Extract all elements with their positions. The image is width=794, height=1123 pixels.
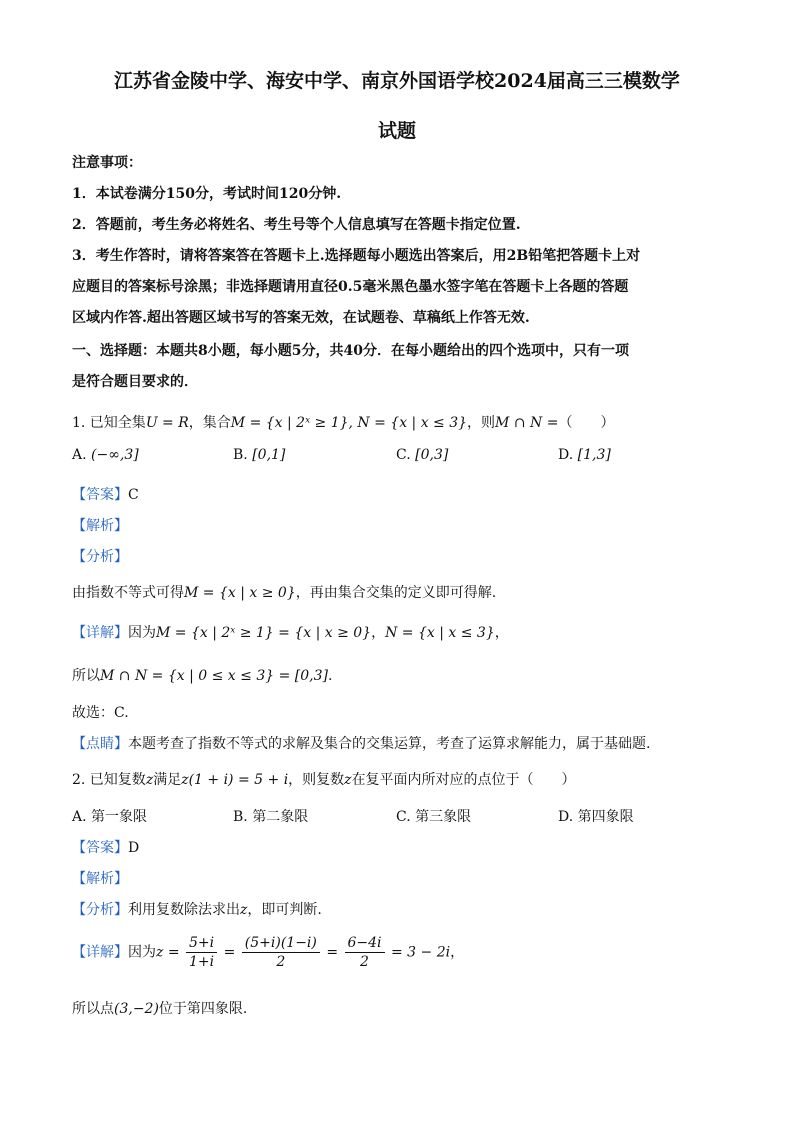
q1-option-c: C. [0,3] (396, 447, 449, 463)
fraction-2: $\frac{(5+i)(1-i)}{2}$ (242, 934, 320, 971)
q2-xiangjie: 【详解】因为z = $\frac{5+i}{1+i}$ = $\frac{(5+i)(1-i)}{2}$ = $\frac{6-4i}{2}$ = 3 − 2i， (72, 935, 465, 970)
q1-fenxi: 由指数不等式可得M = {x | x ≥ 0}，再由集合交集的定义即可得解. (72, 585, 497, 601)
page-title-line2: 试题 (377, 120, 416, 142)
q1-option-d: D. [1,3] (558, 447, 611, 463)
q1-answer: 【答案】C (72, 487, 139, 503)
q2-jiexi: 【解析】 (72, 871, 128, 887)
q1-guxuan: 故选：C. (72, 705, 129, 721)
notice-item-2: 2．答题前，考生务必将姓名、考生号等个人信息填写在答题卡指定位置. (72, 217, 521, 233)
notice-item-3-line1: 3．考生作答时，请将答案答在答题卡上.选择题每小题选出答案后，用2B铅笔把答题卡上对 (72, 248, 641, 264)
q2-option-b: B. 第二象限 (233, 809, 309, 825)
q1-dianjing: 【点睛】本题考查了指数不等式的求解及集合的交集运算，考查了运算求解能力，属于基础题. (72, 736, 651, 752)
fraction-1: $\frac{5+i}{1+i}$ (186, 934, 217, 971)
q1-option-b: B. [0,1] (233, 447, 286, 463)
q2-suoyi: 所以点(3,−2)位于第四象限. (72, 1001, 248, 1017)
fraction-3: $\frac{6-4i}{2}$ (345, 934, 385, 971)
q1-fenxi-tag: 【分析】 (72, 549, 128, 565)
q1-option-a: A. (−∞,3] (72, 447, 139, 463)
notice-heading: 注意事项： (72, 155, 142, 171)
q2-option-a: A. 第一象限 (72, 809, 148, 825)
page-title-line1: 江苏省金陵中学、海安中学、南京外国语学校2024届高三三模数学 (114, 70, 680, 92)
section-heading-line1: 一、选择题：本题共8小题，每小题5分，共40分．在每小题给出的四个选项中，只有一项 (72, 343, 629, 359)
q1-jiexi: 【解析】 (72, 518, 128, 534)
question-1-stem: 1. 已知全集U = R，集合M = {x | 2ˣ ≥ 1}, N = {x | x ≤ 3}，则M ∩ N =（ ） (72, 415, 615, 431)
q2-answer: 【答案】D (72, 840, 140, 856)
q2-option-d: D. 第四象限 (558, 809, 634, 825)
q1-suoyi: 所以M ∩ N = {x | 0 ≤ x ≤ 3} = [0,3]. (72, 668, 333, 684)
q2-option-c: C. 第三象限 (396, 809, 472, 825)
notice-item-3-line3: 区域内作答.超出答题区域书写的答案无效，在试题卷、草稿纸上作答无效. (72, 310, 530, 326)
section-heading-line2: 是符合题目要求的． (72, 374, 198, 390)
q1-universal-set: U = R (145, 415, 189, 431)
notice-item-1: 1．本试卷满分150分，考试时间120分钟. (72, 186, 342, 202)
q1-sets: M = {x | 2ˣ ≥ 1}, N = {x | x ≤ 3} (230, 415, 468, 431)
notice-item-3-line2: 应题目的答案标号涂黑；非选择题请用直径0.5毫米黑色墨水签字笔在答题卡上各题的答题 (72, 279, 629, 295)
q1-expression: M ∩ N = (495, 415, 559, 431)
q2-fenxi: 【分析】利用复数除法求出z，即可判断. (72, 902, 322, 918)
q1-xiangjie: 【详解】因为M = {x | 2ˣ ≥ 1} = {x | x ≥ 0}，N = {x | x ≤ 3}， (72, 625, 509, 641)
question-2-stem: 2. 已知复数z满足z(1 + i) = 5 + i，则复数z在复平面内所对应的点位于（ ） (72, 772, 576, 788)
